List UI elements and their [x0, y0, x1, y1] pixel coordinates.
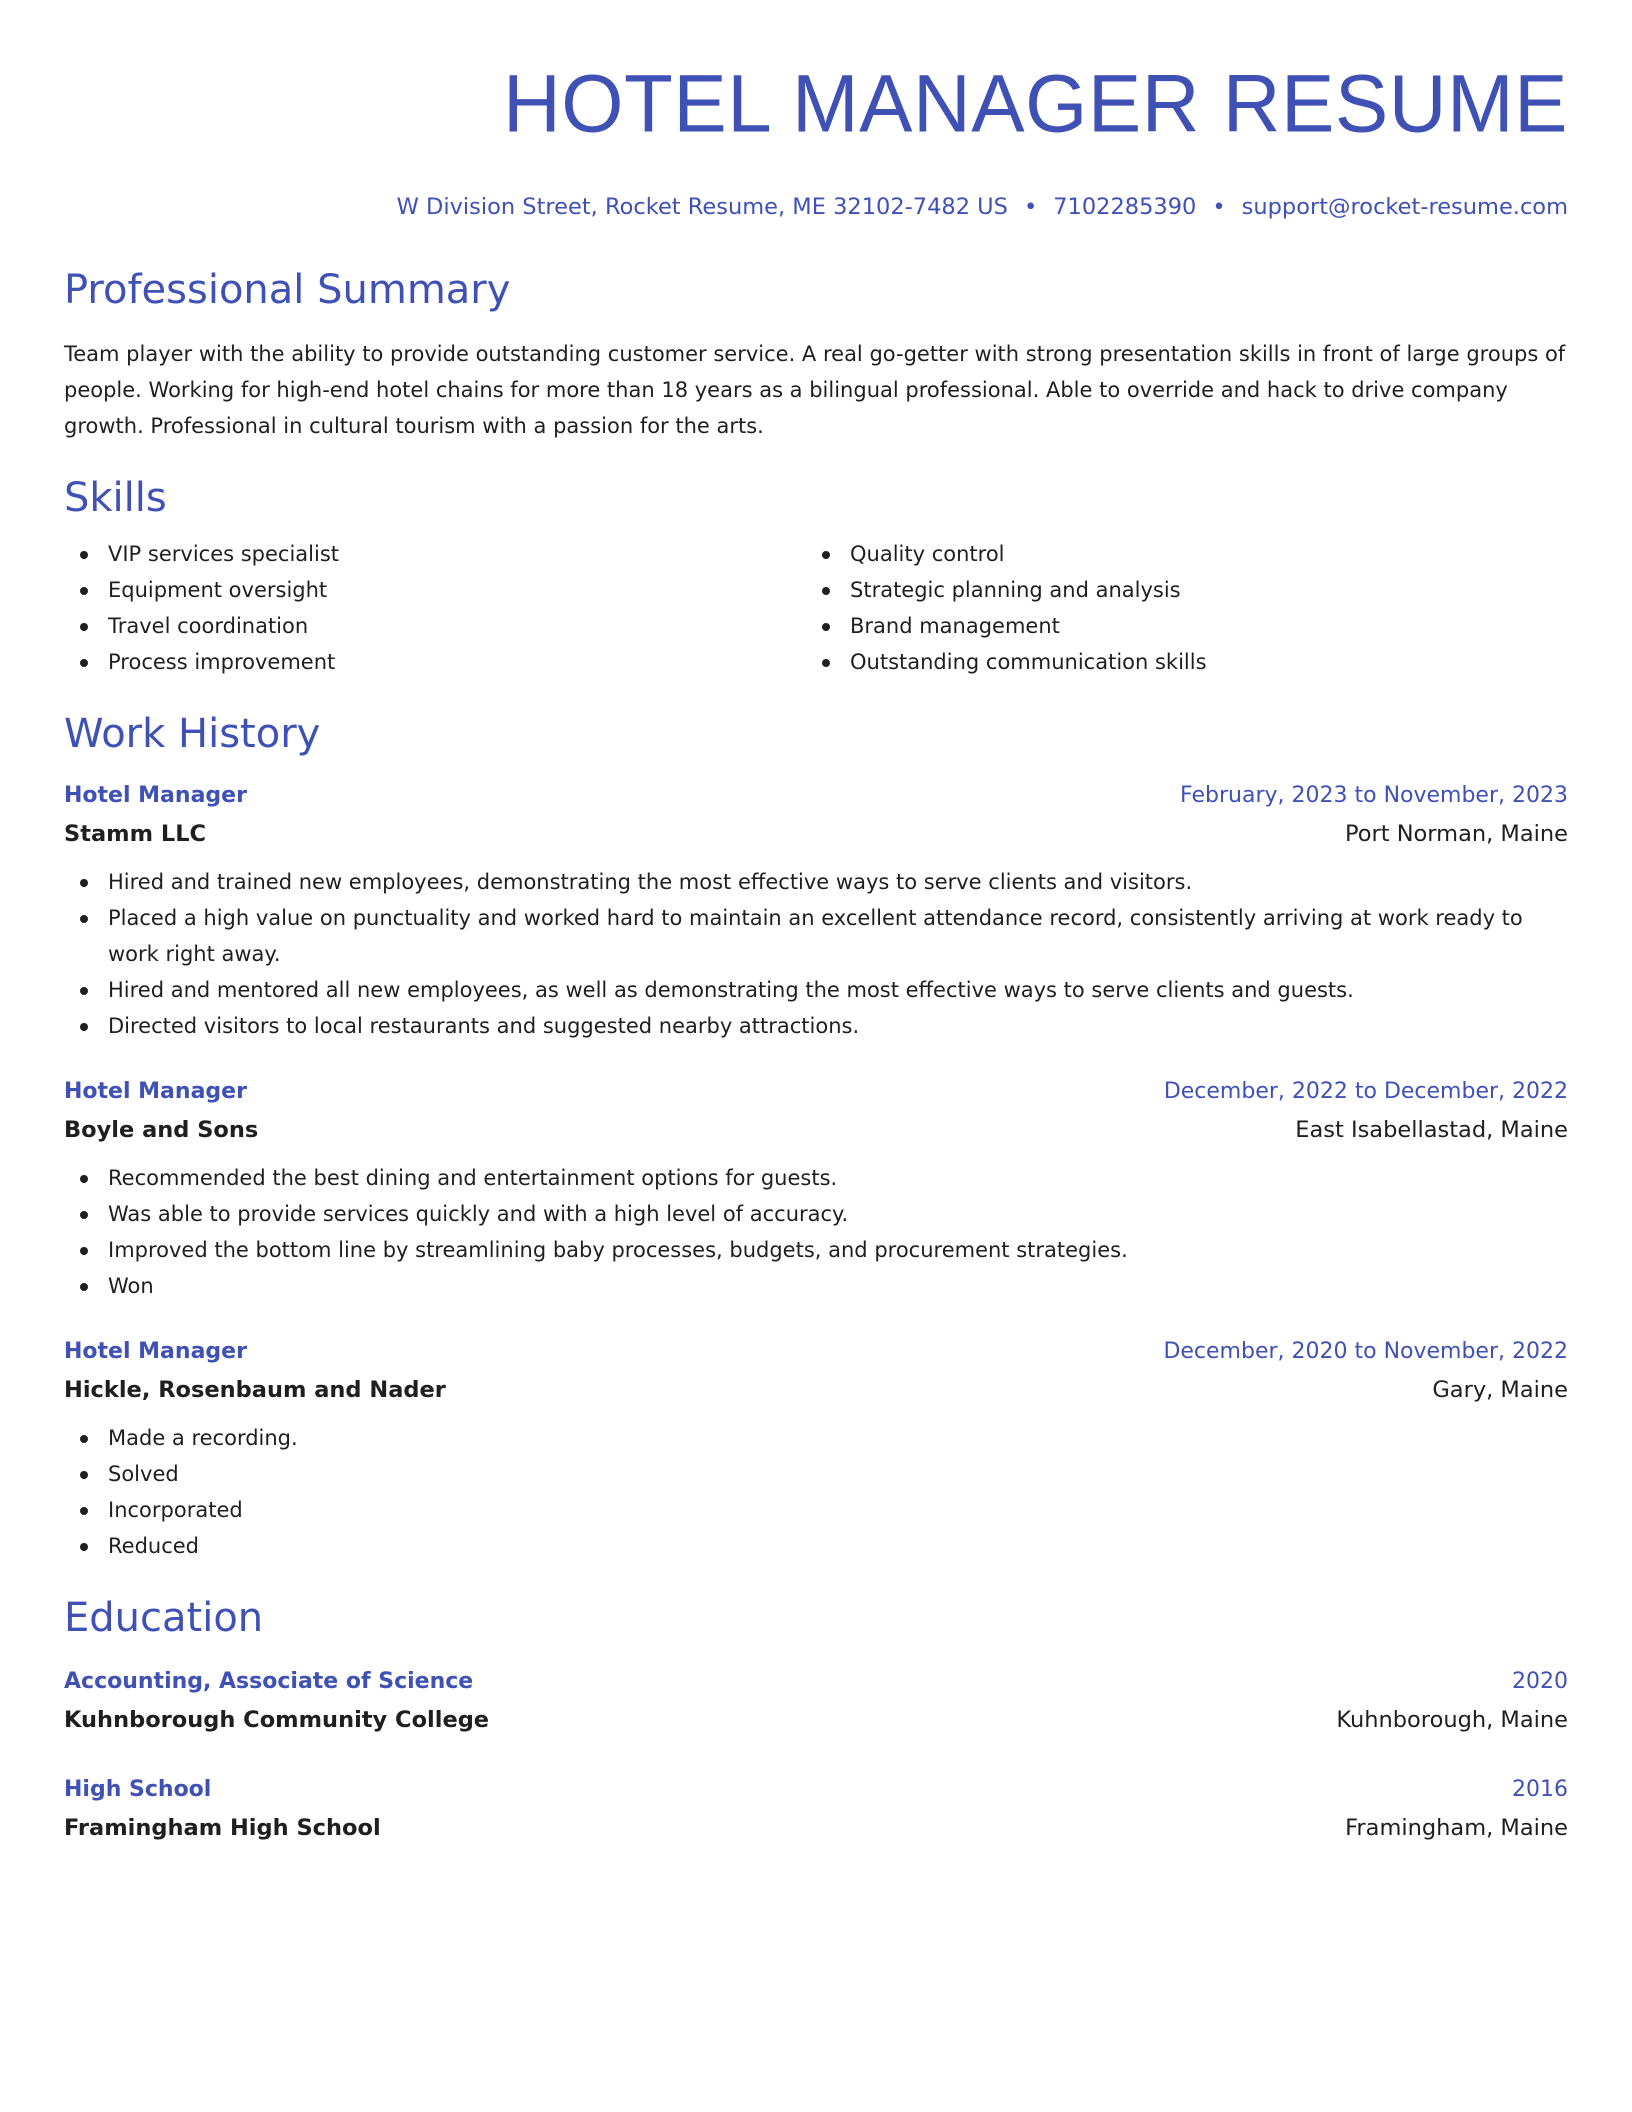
- skill-item: Travel coordination: [64, 608, 806, 644]
- job-bullet: Recommended the best dining and entertainment options for guests.: [64, 1160, 1568, 1196]
- job-entry: [64, 1334, 1568, 1564]
- education-school: Kuhnborough Community College: [64, 1707, 490, 1733]
- skill-item: Strategic planning and analysis: [806, 572, 1548, 608]
- job-entry: [64, 1074, 1568, 1304]
- job-bullets: [64, 1420, 1568, 1564]
- job-bullet: Incorporated: [64, 1492, 1568, 1528]
- education-location: Framingham, Maine: [1345, 1815, 1568, 1841]
- resume-page: [64, 0, 1568, 1848]
- summary-text: Team player with the ability to provide outstanding customer service. A real go-getter with strong presentation skills in front of large groups of people. Working for high-end hotel chains for more than 18 years as a bilingual professional. Able to override and hack to drive company growth. Professional in cultural tourism with a passion for the arts.: [64, 342, 1566, 438]
- job-company: Boyle and Sons: [64, 1117, 259, 1143]
- job-bullets: [64, 864, 1568, 1044]
- job-bullet: Solved: [64, 1456, 1568, 1492]
- summary-heading: Professional Summary: [64, 267, 511, 313]
- contact-phone: 7102285390: [1053, 194, 1197, 220]
- job-dates: December, 2020 to November, 2022: [1163, 1339, 1568, 1364]
- job-bullet: Improved the bottom line by streamlining baby processes, budgets, and procurement strategies.: [64, 1232, 1568, 1268]
- job-entry: [64, 778, 1568, 1044]
- job-title: Hotel Manager: [64, 783, 247, 808]
- job-location: Port Norman, Maine: [1344, 821, 1568, 847]
- contact-email: support@rocket-resume.com: [1241, 194, 1568, 220]
- education-degree: High School: [64, 1777, 212, 1802]
- resume-name: HOTEL MANAGER RESUME: [503, 58, 1568, 149]
- job-company: Stamm LLC: [64, 821, 207, 847]
- skills-column-left: [64, 536, 806, 680]
- skill-item: Brand management: [806, 608, 1548, 644]
- education-year: 2016: [1512, 1777, 1568, 1802]
- job-bullet: Hired and trained new employees, demonstrating the most effective ways to serve clients and visitors.: [64, 864, 1568, 900]
- job-bullet: Placed a high value on punctuality and worked hard to maintain an excellent attendance record, consistently arriving at work ready to work right away.: [64, 900, 1568, 972]
- contact-separator: •: [1212, 194, 1226, 220]
- resume-header: [64, 60, 1568, 222]
- job-bullet: Hired and mentored all new employees, as well as demonstrating the most effective ways to serve clients and guests.: [64, 972, 1568, 1008]
- skills-column-right: [806, 536, 1548, 680]
- job-bullet: Was able to provide services quickly and with a high level of accuracy.: [64, 1196, 1568, 1232]
- job-title: Hotel Manager: [64, 1339, 247, 1364]
- skills-heading: Skills: [64, 475, 167, 521]
- education-heading: Education: [64, 1595, 264, 1641]
- job-bullets: [64, 1160, 1568, 1304]
- education-school: Framingham High School: [64, 1815, 381, 1841]
- contact-line: [64, 192, 1568, 222]
- job-location: Gary, Maine: [1432, 1377, 1568, 1403]
- education-degree: Accounting, Associate of Science: [64, 1669, 474, 1694]
- education-year: 2020: [1512, 1669, 1568, 1694]
- job-title: Hotel Manager: [64, 1079, 247, 1104]
- education-entry: [64, 1772, 1568, 1848]
- job-bullet: Made a recording.: [64, 1420, 1568, 1456]
- work-history-heading: Work History: [64, 711, 321, 757]
- job-location: East Isabellastad, Maine: [1295, 1117, 1568, 1143]
- contact-address: W Division Street, Rocket Resume, ME 32102-7482 US: [396, 194, 1008, 220]
- job-bullet: Won: [64, 1268, 1568, 1304]
- job-dates: February, 2023 to November, 2023: [1180, 783, 1568, 808]
- job-bullet: Reduced: [64, 1528, 1568, 1564]
- skill-item: Quality control: [806, 536, 1548, 572]
- skills-list: [64, 536, 1568, 680]
- skill-item: Process improvement: [64, 644, 806, 680]
- skill-item: Outstanding communication skills: [806, 644, 1548, 680]
- skill-item: VIP services specialist: [64, 536, 806, 572]
- education-location: Kuhnborough, Maine: [1336, 1707, 1568, 1733]
- job-company: Hickle, Rosenbaum and Nader: [64, 1377, 446, 1403]
- job-bullet: Directed visitors to local restaurants and suggested nearby attractions.: [64, 1008, 1568, 1044]
- education-entry: [64, 1664, 1568, 1740]
- contact-separator: •: [1023, 194, 1038, 220]
- skill-item: Equipment oversight: [64, 572, 806, 608]
- job-dates: December, 2022 to December, 2022: [1163, 1079, 1568, 1104]
